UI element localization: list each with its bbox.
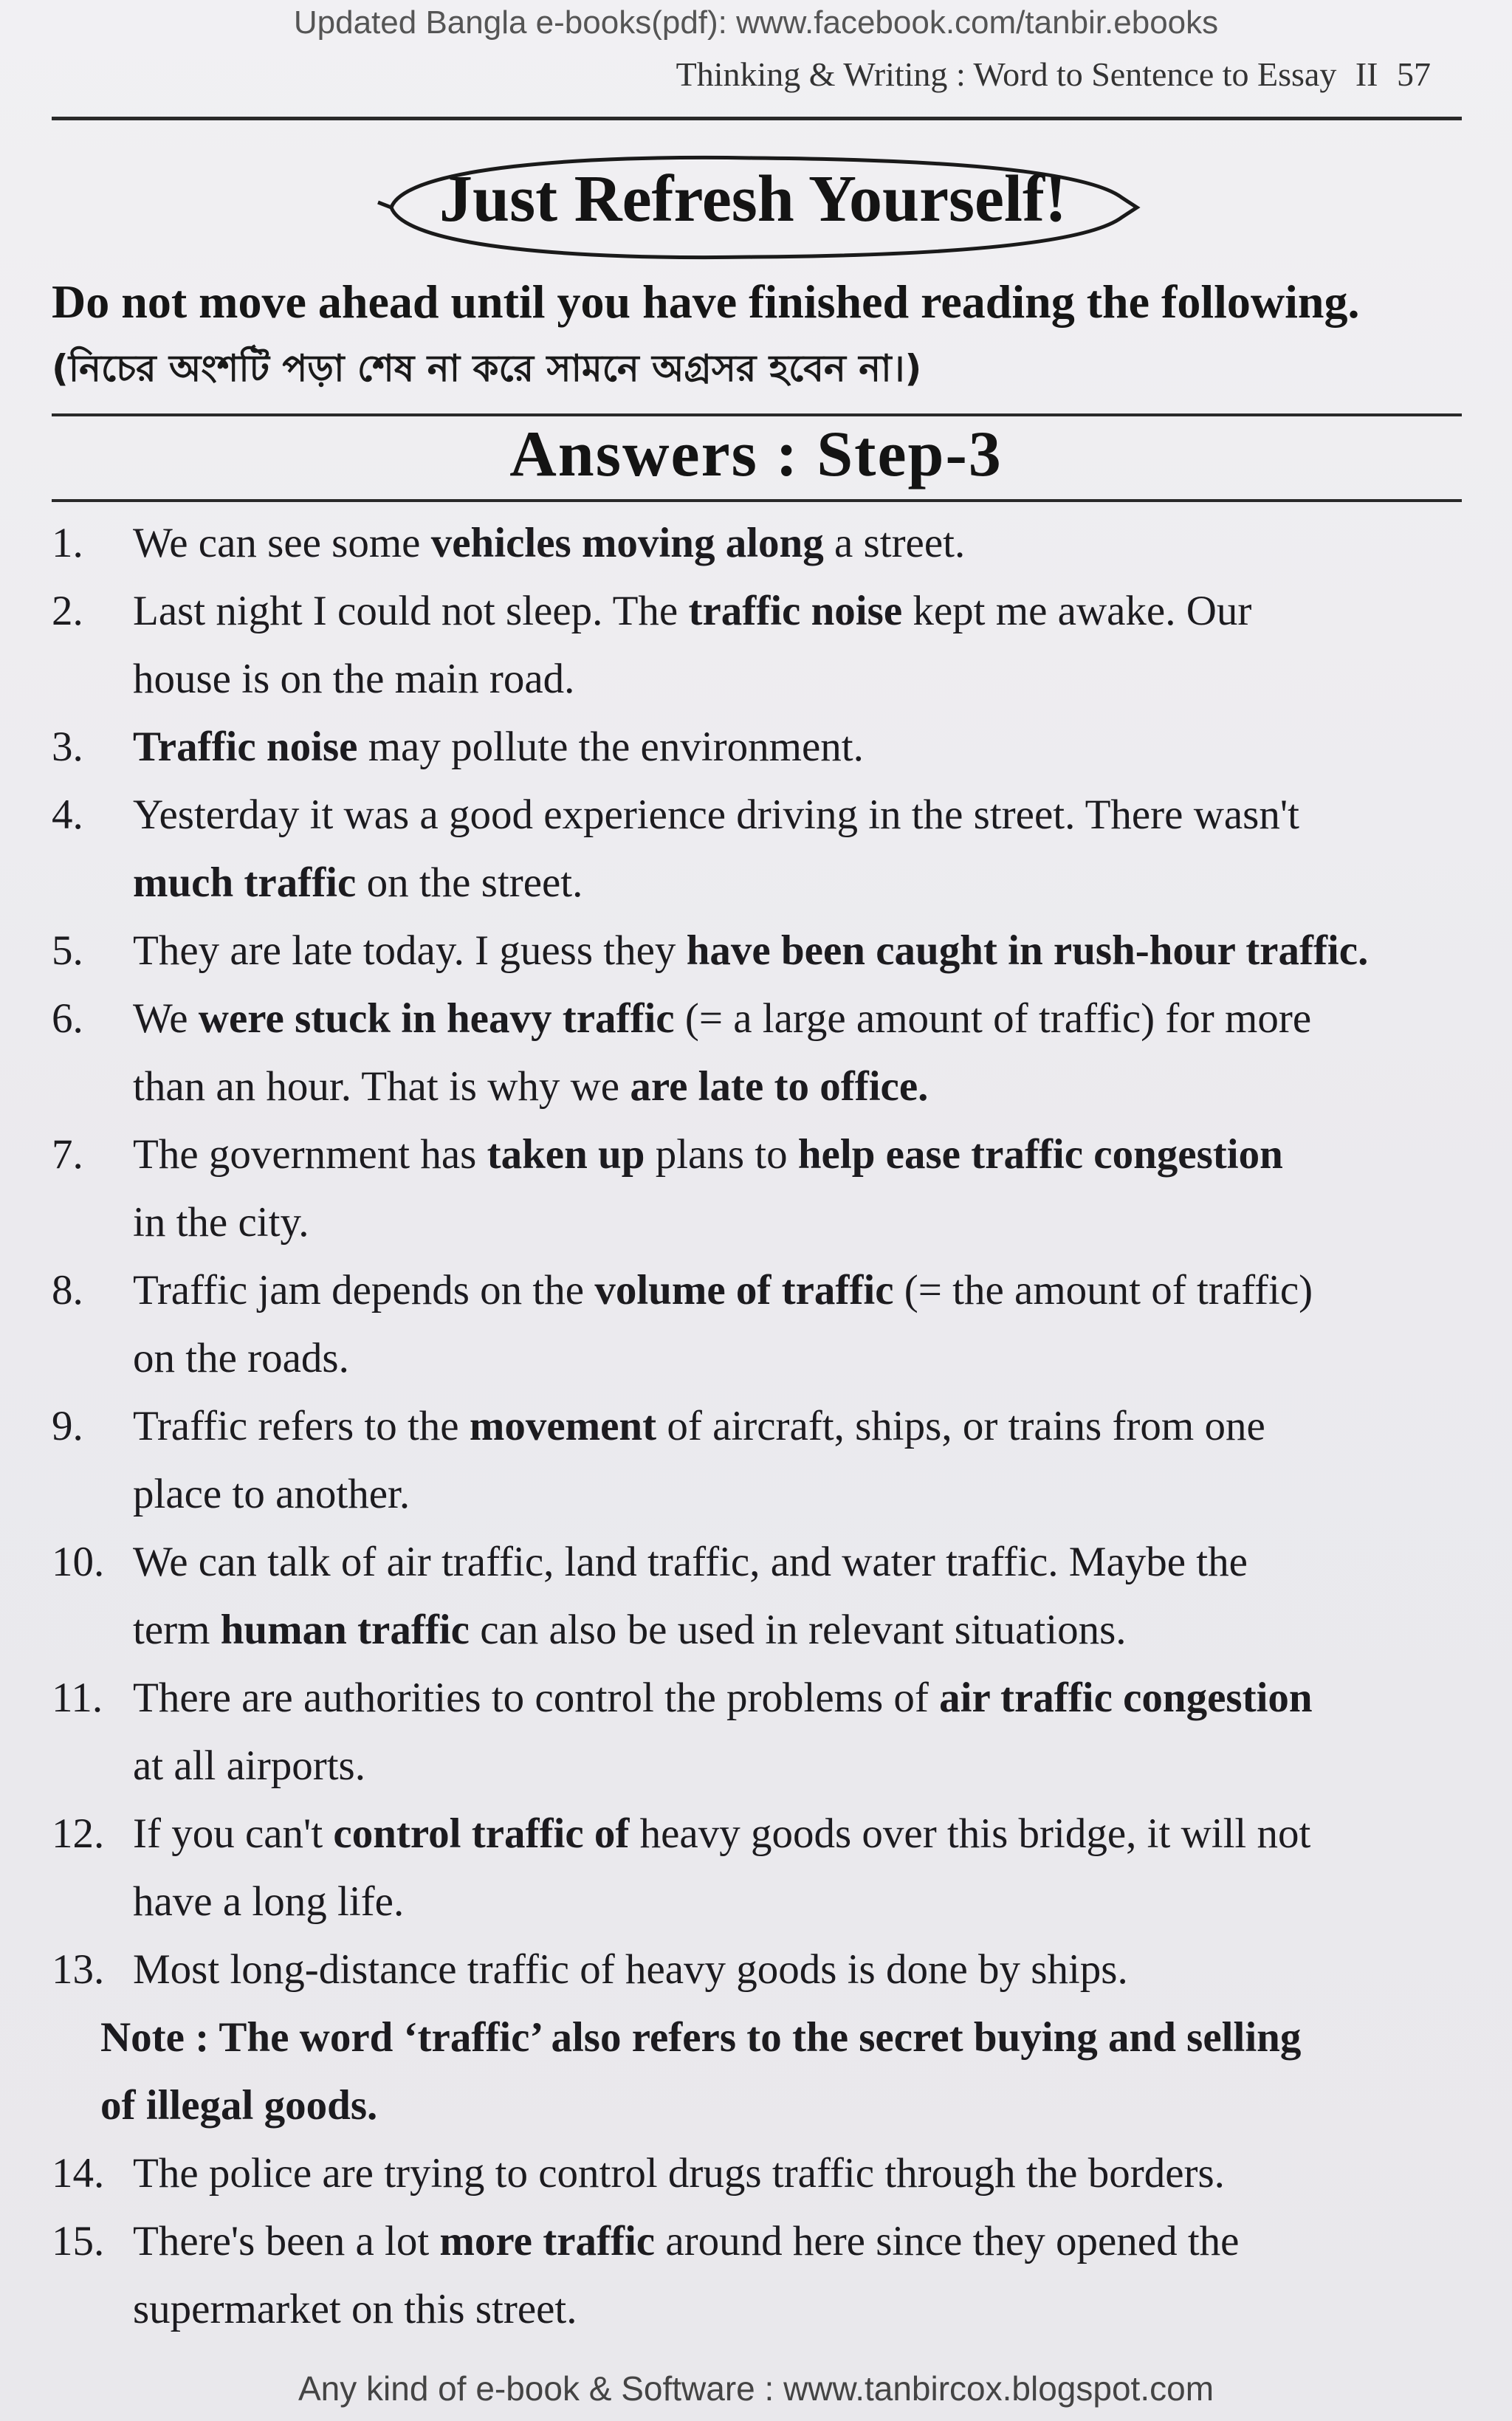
sentence-text: heavy goods over this bridge, it will not bbox=[629, 1810, 1311, 1857]
sentence-text: kept me awake. Our bbox=[902, 588, 1252, 634]
answer-item bbox=[52, 2140, 1462, 2208]
answer-line bbox=[133, 2140, 1462, 2208]
key-phrase: more traffic bbox=[439, 2218, 656, 2264]
key-phrase: air traffic congestion bbox=[939, 1675, 1313, 1721]
page-title: Just Refresh Yourself! bbox=[439, 162, 1067, 236]
sentence-text: Last night I could not sleep. The bbox=[133, 588, 689, 634]
sentence-text: around here since they opened the bbox=[655, 2218, 1240, 2264]
answer-number: 2. bbox=[52, 588, 83, 634]
key-phrase: movement bbox=[469, 1403, 657, 1449]
sentence-text: than an hour. That is why we bbox=[133, 1063, 630, 1110]
sentence-text: plans to bbox=[645, 1131, 798, 1178]
answer-line bbox=[133, 1257, 1462, 1325]
answer-line bbox=[133, 1121, 1462, 1189]
key-phrase: were stuck in heavy traffic bbox=[198, 995, 675, 1042]
sentence-text: We can see some bbox=[133, 520, 431, 566]
answer-item bbox=[52, 917, 1462, 985]
key-phrase: much traffic bbox=[133, 859, 357, 906]
answer-line bbox=[133, 917, 1462, 985]
answer-item bbox=[52, 985, 1462, 1121]
answer-item bbox=[52, 1528, 1462, 1664]
answer-line bbox=[133, 1936, 1462, 2004]
sentence-text: term bbox=[133, 1607, 221, 1653]
sentence-text: The government has bbox=[133, 1131, 487, 1178]
answer-line bbox=[133, 2208, 1462, 2276]
answer-line bbox=[133, 645, 1462, 713]
answer-item bbox=[52, 1392, 1462, 1528]
answer-line bbox=[133, 1325, 1462, 1392]
answer-line bbox=[133, 1596, 1462, 1664]
answer-item bbox=[52, 2208, 1462, 2343]
answer-item bbox=[52, 781, 1462, 917]
instruction-bangla: (নিচের অংশটি পড়া শেষ না করে সামনে অগ্রসর হবেন না।) bbox=[52, 347, 922, 390]
answer-number: 14. bbox=[52, 2150, 105, 2197]
answers-list bbox=[52, 509, 1462, 2343]
header-rule bbox=[52, 117, 1462, 120]
answer-line bbox=[133, 509, 1462, 577]
answer-number: 11. bbox=[52, 1675, 103, 1721]
running-head-book: Thinking & Writing bbox=[676, 55, 948, 93]
sentence-text: (= a large amount of traffic) for more bbox=[674, 995, 1312, 1042]
answer-number: 3. bbox=[52, 724, 83, 770]
title-banner bbox=[362, 145, 1144, 270]
key-phrase: are late to office. bbox=[630, 1063, 929, 1110]
running-head bbox=[676, 55, 1431, 94]
answer-item bbox=[52, 1800, 1462, 1936]
answer-line bbox=[133, 713, 1462, 781]
sentence-text: We bbox=[133, 995, 199, 1042]
answer-number: 1. bbox=[52, 520, 83, 566]
note-line: Note : The word ‘traffic’ also refers to the secret buying and selling bbox=[100, 2014, 1302, 2061]
answer-line bbox=[133, 1732, 1462, 1800]
sentence-text: (= the amount of traffic) bbox=[893, 1267, 1313, 1313]
answer-number: 4. bbox=[52, 791, 83, 838]
instruction-english: Do not move ahead until you have finished reading the following. bbox=[52, 275, 1360, 328]
answer-number: 5. bbox=[52, 927, 83, 974]
sentence-text: a street. bbox=[823, 520, 966, 566]
sentence-text: Traffic refers to the bbox=[133, 1403, 470, 1449]
answer-item bbox=[52, 1936, 1462, 2004]
sentence-text: The police are trying to control drugs traffic through the borders. bbox=[133, 2150, 1225, 2197]
answer-item bbox=[52, 509, 1462, 577]
answer-number: 8. bbox=[52, 1267, 83, 1313]
answer-line bbox=[133, 985, 1462, 1053]
heading-rule-top bbox=[52, 413, 1462, 416]
key-phrase: taken up bbox=[487, 1131, 645, 1178]
sentence-text: We can talk of air traffic, land traffic, and water traffic. Maybe the bbox=[133, 1539, 1248, 1585]
sentence-text: on the street. bbox=[356, 859, 583, 906]
running-head-separator: II bbox=[1355, 55, 1378, 93]
answer-item bbox=[52, 577, 1462, 713]
answer-line bbox=[133, 1664, 1462, 1732]
sentence-text: Most long-distance traffic of heavy goods is done by ships. bbox=[133, 1946, 1128, 1993]
sentence-text: There are authorities to control the problems of bbox=[133, 1675, 940, 1721]
sentence-text: can also be used in relevant situations. bbox=[469, 1607, 1127, 1653]
heading-rule-bottom bbox=[52, 499, 1462, 502]
running-head-subtitle: : Word to Sentence to Essay bbox=[955, 55, 1337, 93]
sentence-text: They are late today. I guess they bbox=[133, 927, 687, 974]
answer-number: 12. bbox=[52, 1810, 105, 1857]
key-phrase: control traffic of bbox=[333, 1810, 630, 1857]
answer-line bbox=[133, 1800, 1462, 1868]
key-phrase: vehicles moving along bbox=[430, 520, 824, 566]
sentence-text: If you can't bbox=[133, 1810, 334, 1857]
answer-item bbox=[52, 713, 1462, 781]
sentence-text: may pollute the environment. bbox=[357, 724, 864, 770]
answer-item bbox=[52, 1664, 1462, 1800]
section-heading: Answers : Step-3 bbox=[509, 419, 1003, 490]
watermark-top: Updated Bangla e-books(pdf): www.facebook.com/tanbir.ebooks bbox=[293, 4, 1219, 41]
page-number: 57 bbox=[1397, 55, 1431, 93]
sentence-text: Traffic jam depends on the bbox=[133, 1267, 595, 1313]
watermark-bottom: Any kind of e-book & Software : www.tanbircox.blogspot.com bbox=[298, 2369, 1214, 2408]
answer-line bbox=[133, 1392, 1462, 1460]
sentence-text: at all airports. bbox=[133, 1742, 365, 1789]
answer-line bbox=[133, 781, 1462, 849]
sentence-text: supermarket on this street. bbox=[133, 2286, 577, 2332]
note-line: of illegal goods. bbox=[100, 2082, 378, 2129]
sentence-text: on the roads. bbox=[133, 1335, 349, 1381]
answer-number: 6. bbox=[52, 995, 83, 1042]
sentence-text: place to another. bbox=[133, 1471, 410, 1517]
answer-number: 7. bbox=[52, 1131, 83, 1178]
answer-line bbox=[133, 1460, 1462, 1528]
answer-line bbox=[133, 1868, 1462, 1936]
key-phrase: have been caught in rush-hour traffic. bbox=[686, 927, 1369, 974]
key-phrase: Traffic noise bbox=[133, 724, 358, 770]
answer-item bbox=[52, 1257, 1462, 1392]
answer-number: 10. bbox=[52, 1539, 105, 1585]
answer-number: 15. bbox=[52, 2218, 105, 2264]
sentence-text: house is on the main road. bbox=[133, 656, 575, 702]
key-phrase: help ease traffic congestion bbox=[797, 1131, 1283, 1178]
answer-line bbox=[133, 1053, 1462, 1121]
sentence-text: have a long life. bbox=[133, 1878, 405, 1925]
key-phrase: human traffic bbox=[220, 1607, 470, 1653]
sentence-text: There's been a lot bbox=[133, 2218, 440, 2264]
sentence-text: Yesterday it was a good experience driving in the street. There wasn't bbox=[133, 791, 1299, 838]
sentence-text: in the city. bbox=[133, 1199, 309, 1246]
answer-line bbox=[133, 1528, 1462, 1596]
answer-line bbox=[133, 577, 1462, 645]
answer-number: 13. bbox=[52, 1946, 105, 1993]
key-phrase: traffic noise bbox=[688, 588, 903, 634]
answer-number: 9. bbox=[52, 1403, 83, 1449]
answer-line bbox=[133, 2276, 1462, 2343]
key-phrase: volume of traffic bbox=[594, 1267, 894, 1313]
sentence-text: of aircraft, ships, or trains from one bbox=[656, 1403, 1265, 1449]
note bbox=[52, 2004, 1462, 2140]
answer-item bbox=[52, 1121, 1462, 1257]
answer-line bbox=[133, 849, 1462, 917]
answer-line bbox=[133, 1189, 1462, 1257]
